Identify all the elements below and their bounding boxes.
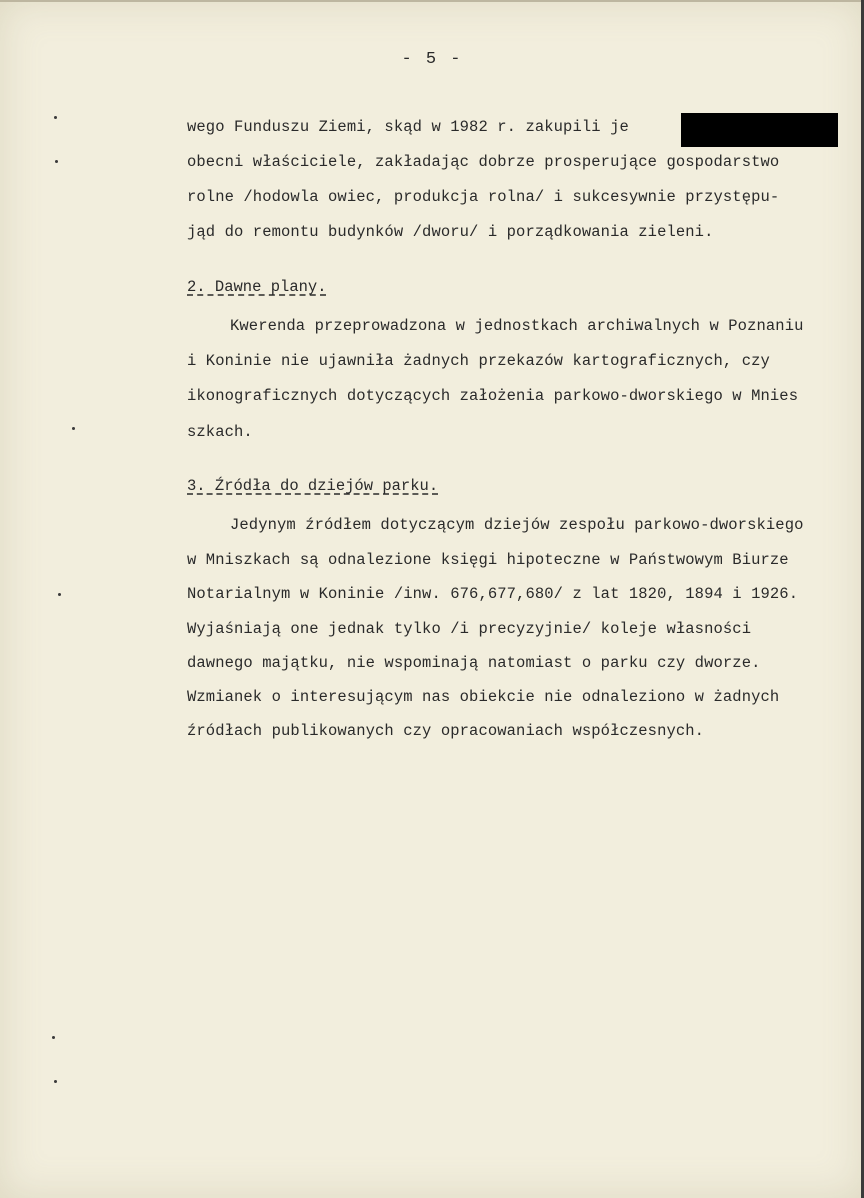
paragraph1-line-2: obecni właściciele, zakładając dobrze prosperujące gospodarstwo [187, 153, 780, 171]
paragraph1-line-1: wego Funduszu Ziemi, skąd w 1982 r. zakupili je [187, 118, 629, 136]
section3-line-7: źródłach publikowanych czy opracowaniach współczesnych. [187, 722, 705, 740]
speck-dot [72, 427, 75, 430]
section3-heading: 3. Źródła do dziejów parku. [187, 477, 439, 495]
section2-line-4: szkach. [187, 423, 253, 441]
section2-line-3: ikonograficznych dotyczących założenia parkowo-dworskiego w Mnies [187, 387, 799, 405]
speck-dot [52, 1036, 55, 1039]
section3-line-3: Notarialnym w Koninie /inw. 676,677,680/ z lat 1820, 1894 i 1926. [187, 585, 799, 603]
section3-line-2: w Mniszkach są odnalezione księgi hipoteczne w Państwowym Biurze [187, 551, 789, 569]
speck-dot [58, 593, 61, 596]
speck-dot [54, 116, 57, 119]
section3-line-1: Jedynym źródłem dotyczącym dziejów zespołu parkowo-dworskiego [230, 516, 804, 534]
page-number: - 5 - [401, 50, 463, 69]
top-edge [0, 0, 864, 2]
section2-line-1: Kwerenda przeprowadzona w jednostkach archiwalnych w Poznaniu [230, 317, 804, 335]
speck-dot [55, 160, 58, 163]
speck-dot [54, 1080, 57, 1083]
section3-line-4: Wyjaśniają one jednak tylko /i precyzyjnie/ koleje własności [187, 620, 752, 638]
section2-heading: 2. Dawne plany. [187, 278, 327, 296]
paragraph1-line-4: jąd do remontu budynków /dworu/ i porządkowania zieleni. [187, 223, 714, 241]
redaction-box [681, 113, 838, 147]
section3-line-6: Wzmianek o interesującym nas obiekcie nie odnaleziono w żadnych [187, 688, 780, 706]
section3-line-5: dawnego majątku, nie wspominają natomiast o parku czy dworze. [187, 654, 761, 672]
paragraph1-line-3: rolne /hodowla owiec, produkcja rolna/ i sukcesywnie przystępu- [187, 188, 780, 206]
section2-line-2: i Koninie nie ujawniła żadnych przekazów kartograficznych, czy [187, 352, 770, 370]
